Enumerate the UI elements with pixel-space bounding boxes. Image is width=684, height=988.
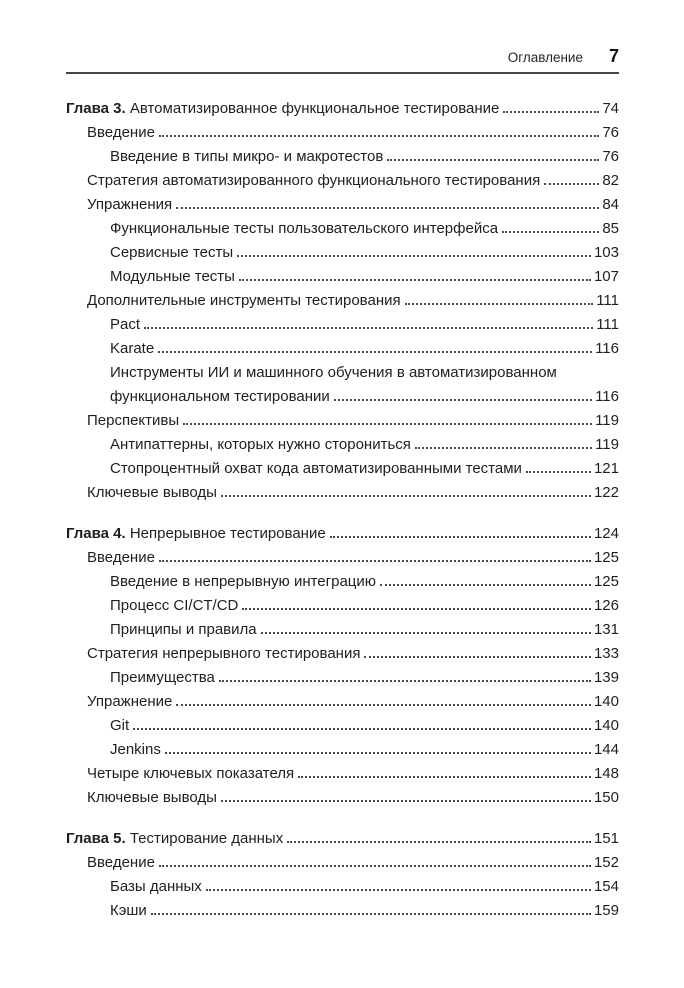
toc-entry-row xyxy=(66,902,619,926)
toc-entry-title: Jenkins xyxy=(110,741,161,758)
dot-leader xyxy=(159,135,599,137)
toc-chapter-row xyxy=(66,100,619,124)
dot-leader xyxy=(503,111,599,113)
toc-page-number: 119 xyxy=(595,412,619,429)
dot-leader xyxy=(387,159,599,161)
toc-entry-title: Модульные тесты xyxy=(110,268,235,285)
dot-leader xyxy=(237,255,591,257)
dot-leader xyxy=(330,536,591,538)
toc-page-number: 76 xyxy=(602,124,619,141)
toc-chapter-row xyxy=(66,830,619,854)
dot-leader xyxy=(165,752,591,754)
toc-page-number: 154 xyxy=(593,878,619,895)
dot-leader xyxy=(176,704,591,706)
toc-entry-title: Упражнение xyxy=(87,693,173,710)
toc-entry-title: Четыре ключевых показателя xyxy=(87,765,295,782)
toc-page-number: 121 xyxy=(593,460,619,477)
dot-leader xyxy=(133,728,591,730)
toc-page-number: 140 xyxy=(593,717,619,734)
toc-entry-title: Ключевые выводы xyxy=(87,484,217,501)
toc-entry-row xyxy=(66,460,619,484)
toc-page-number: 111 xyxy=(596,316,619,333)
toc-entry-title: Функциональные тесты пользовательского интерфейса xyxy=(110,220,499,237)
toc-page-number: 82 xyxy=(602,172,619,189)
dot-leader xyxy=(159,865,591,867)
toc-page-number: 144 xyxy=(593,741,619,758)
dot-leader xyxy=(221,495,591,497)
toc-entry-title: Введение в непрерывную интеграцию xyxy=(110,573,377,590)
toc-chapter-section xyxy=(66,100,619,508)
toc-page-number: 131 xyxy=(593,621,619,638)
toc-page-number: 122 xyxy=(593,484,619,501)
toc-entry-title: Введение в типы микро- и макротестов xyxy=(110,148,384,165)
toc-entry-row xyxy=(66,549,619,573)
toc-page-number: 74 xyxy=(602,100,619,117)
toc-chapter-label: Глава 5. xyxy=(66,830,126,847)
dot-leader xyxy=(158,351,592,353)
toc-chapter-section xyxy=(66,830,619,926)
toc-entry-row xyxy=(66,621,619,645)
dot-leader xyxy=(239,279,591,281)
toc-entry-row xyxy=(66,316,619,340)
toc-entry-row xyxy=(66,789,619,813)
toc-entry-row xyxy=(66,878,619,902)
toc-entry-title: Стратегия непрерывного тестирования xyxy=(87,645,361,662)
toc-page-number: 116 xyxy=(595,388,619,405)
dot-leader xyxy=(221,800,591,802)
toc-entry-row xyxy=(66,220,619,244)
toc-entry-row xyxy=(66,741,619,765)
toc-entry-row xyxy=(66,645,619,669)
toc-entry-row xyxy=(66,573,619,597)
toc-page-number: 152 xyxy=(593,854,619,871)
toc-entry-title: Введение xyxy=(87,549,155,566)
toc-entry-row xyxy=(66,364,619,388)
toc-page-number: 150 xyxy=(593,789,619,806)
dot-leader xyxy=(144,327,593,329)
toc-entry-title: Стопроцентный охват кода автоматизированными тестами xyxy=(110,460,522,477)
toc-entry-title: Перспективы xyxy=(87,412,180,429)
dot-leader xyxy=(334,399,592,401)
toc-page-number: 116 xyxy=(595,340,619,357)
toc-entry-title: Karate xyxy=(110,340,155,357)
toc-entry-row xyxy=(66,388,619,412)
dot-leader xyxy=(415,447,592,449)
toc-entry-title: Git xyxy=(110,717,130,734)
toc-page-number: 85 xyxy=(602,220,619,237)
dot-leader xyxy=(380,584,591,586)
toc-entry-row xyxy=(66,693,619,717)
dot-leader xyxy=(151,913,591,915)
toc-entry-row xyxy=(66,669,619,693)
toc-chapter-title: Глава 3. Автоматизированное функциональное тестирование xyxy=(66,100,500,117)
toc-chapter-title: Глава 5. Тестирование данных xyxy=(66,830,284,847)
toc-entry-row xyxy=(66,436,619,460)
toc-page-number: 140 xyxy=(593,693,619,710)
toc-entry-title: Pact xyxy=(110,316,141,333)
page-number: 7 xyxy=(608,46,619,66)
toc-page-number: 111 xyxy=(596,292,619,309)
toc-entry-title: Кэши xyxy=(110,902,147,919)
toc-chapter-label: Глава 3. xyxy=(66,100,126,117)
dot-leader xyxy=(544,183,599,185)
toc-entry-title: Антипаттерны, которых нужно сторониться xyxy=(110,436,411,453)
toc-entry-row xyxy=(66,124,619,148)
toc xyxy=(66,100,619,926)
dot-leader xyxy=(183,423,592,425)
toc-entry-row xyxy=(66,148,619,172)
toc-entry-row xyxy=(66,244,619,268)
dot-leader xyxy=(159,560,591,562)
dot-leader xyxy=(287,841,591,843)
book-page xyxy=(66,0,619,926)
toc-page-number: 126 xyxy=(593,597,619,614)
toc-entry-row xyxy=(66,765,619,789)
toc-entry-row xyxy=(66,597,619,621)
toc-entry-title: Преимущества xyxy=(110,669,215,686)
toc-page-number: 103 xyxy=(593,244,619,261)
dot-leader xyxy=(298,776,591,778)
toc-page-number: 133 xyxy=(593,645,619,662)
toc-entry-row xyxy=(66,196,619,220)
toc-entry-title: Введение xyxy=(87,854,155,871)
toc-page-number: 125 xyxy=(593,573,619,590)
toc-chapter-label: Глава 4. xyxy=(66,525,126,542)
dot-leader xyxy=(261,632,591,634)
toc-chapter-title: Глава 4. Непрерывное тестирование xyxy=(66,525,326,542)
toc-entry-title: Базы данных xyxy=(110,878,202,895)
toc-entry-row xyxy=(66,484,619,508)
toc-entry-row xyxy=(66,854,619,878)
dot-leader xyxy=(176,207,599,209)
dot-leader xyxy=(502,231,599,233)
toc-entry-row xyxy=(66,268,619,292)
toc-entry-title: Ключевые выводы xyxy=(87,789,217,806)
toc-entry-title: Процесс CI/CT/CD xyxy=(110,597,239,614)
toc-page-number: 76 xyxy=(602,148,619,165)
dot-leader xyxy=(405,303,594,305)
toc-page-number: 151 xyxy=(593,830,619,847)
toc-entry-row xyxy=(66,717,619,741)
toc-entry-title: функциональном тестировании xyxy=(110,388,330,405)
running-header-title: Оглавление xyxy=(507,50,583,65)
toc-entry-row xyxy=(66,292,619,316)
toc-page-number: 107 xyxy=(593,268,619,285)
toc-entry-title: Дополнительные инструменты тестирования xyxy=(87,292,401,309)
toc-entry-title: Принципы и правила xyxy=(110,621,257,638)
dot-leader xyxy=(364,656,591,658)
toc-entry-title: Введение xyxy=(87,124,155,141)
toc-page-number: 119 xyxy=(595,436,619,453)
toc-entry-title: Упражнения xyxy=(87,196,173,213)
toc-entry-row xyxy=(66,412,619,436)
toc-page-number: 159 xyxy=(593,902,619,919)
toc-page-number: 139 xyxy=(593,669,619,686)
dot-leader xyxy=(206,889,591,891)
header-rule xyxy=(66,72,619,74)
running-header xyxy=(66,46,619,67)
toc-entry-title: Сервисные тесты xyxy=(110,244,234,261)
toc-entry-title: Стратегия автоматизированного функционального тестирования xyxy=(87,172,541,189)
toc-page-number: 148 xyxy=(593,765,619,782)
toc-entry-title: Инструменты ИИ и машинного обучения в автоматизированном xyxy=(110,364,557,381)
dot-leader xyxy=(219,680,591,682)
toc-page-number: 125 xyxy=(593,549,619,566)
toc-chapter-section xyxy=(66,525,619,813)
toc-page-number: 84 xyxy=(602,196,619,213)
toc-entry-row xyxy=(66,340,619,364)
dot-leader xyxy=(526,471,591,473)
toc-chapter-row xyxy=(66,525,619,549)
dot-leader xyxy=(242,608,591,610)
toc-entry-row xyxy=(66,172,619,196)
toc-page-number: 124 xyxy=(593,525,619,542)
